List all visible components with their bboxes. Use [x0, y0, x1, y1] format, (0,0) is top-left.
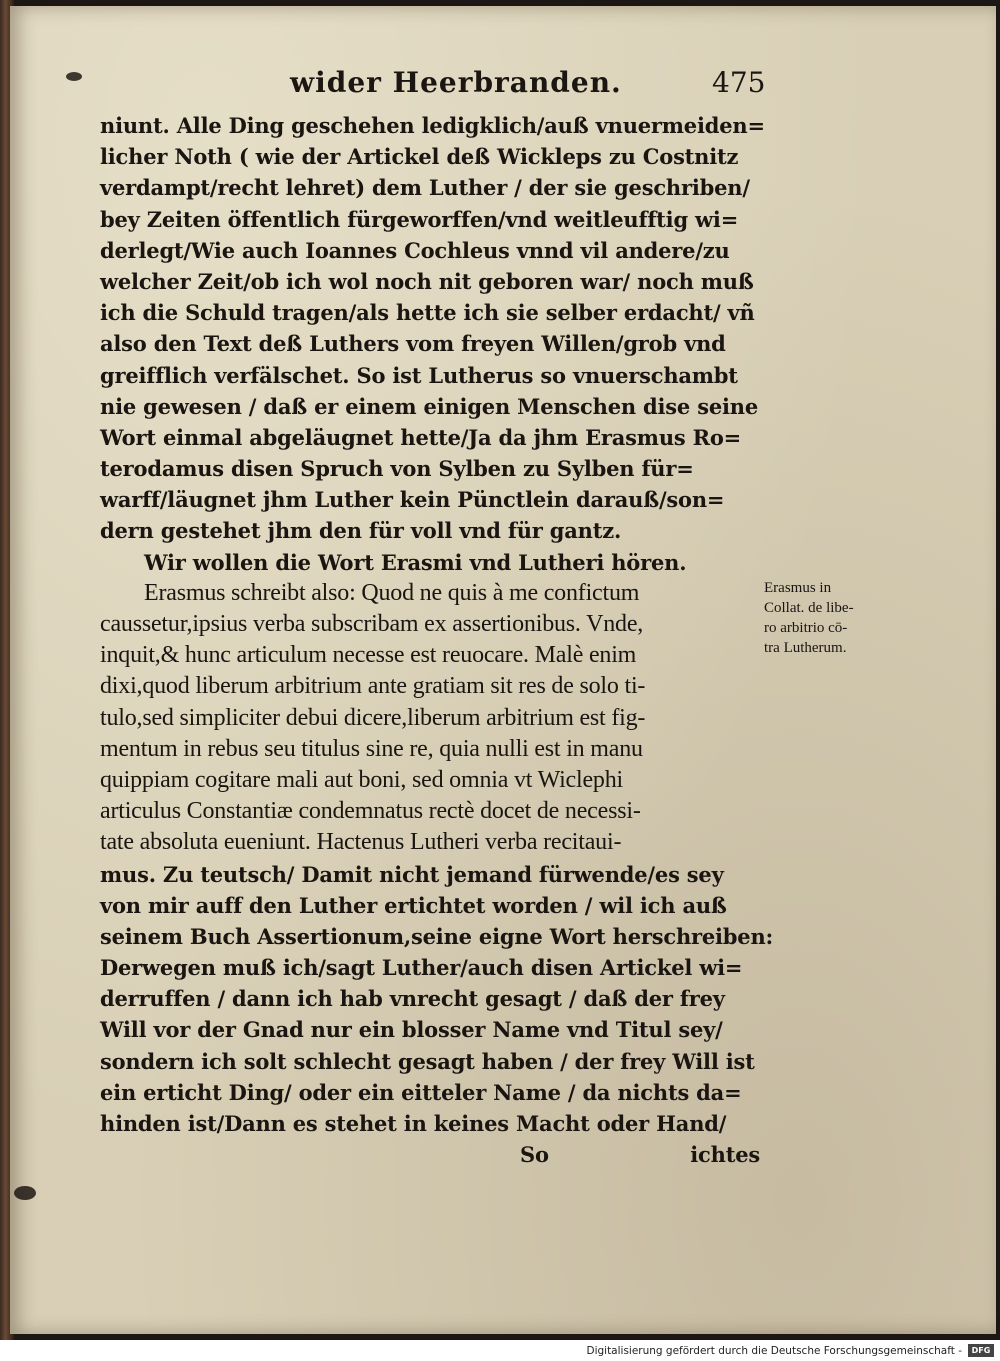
text-line: nie gewesen / daß er einem einigen Menschen dise seine — [100, 393, 758, 419]
catchword-row — [100, 1139, 760, 1170]
main-text-block — [100, 110, 790, 1170]
text-line: hinden ist/Dann es stehet in keines Macht oder Hand/ — [100, 1111, 727, 1136]
page-number: 475 — [712, 66, 766, 99]
text-line: terodamus disen Spruch von Sylben zu Sylben für= — [100, 456, 694, 482]
text-line: dixi,quod liberum arbitrium ante gratiam sit res de solo ti- — [100, 673, 646, 700]
text-line: dern gestehet jhm den für voll vnd für gantz. — [100, 518, 622, 544]
text-line: niunt. Alle Ding geschehen ledigklich/auß vnuermeiden= — [100, 113, 765, 138]
text-line: welcher Zeit/ob ich wol noch nit geboren war/ noch muß — [100, 268, 754, 294]
marginal-note — [764, 578, 894, 658]
text-line: von mir auff den Luther ertichtet worden / wil ich auß — [100, 892, 727, 918]
dfg-logo: DFG — [968, 1344, 994, 1357]
text-line: mus. Zu teutsch/ Damit nicht jemand fürwende/es sey — [100, 861, 724, 887]
text-line: licher Noth ( wie der Artickel deß Wickleps zu Costnitz — [100, 144, 739, 170]
text-line: Will vor der Gnad nur ein blosser Name vnd Titul sey/ — [100, 1017, 723, 1043]
text-line: articulus Constantiæ condemnatus rectè docet de necessi- — [100, 798, 641, 825]
running-header: wider Heerbranden. — [290, 66, 622, 99]
text-line: caussetur,ipsius verba subscribam ex assertionibus. Vnde, — [100, 611, 644, 637]
ink-stain-mark — [66, 72, 82, 81]
marginal-note-line: ro arbitrio cō- — [764, 620, 848, 636]
ink-stain-mark — [14, 1186, 36, 1200]
text-line: ein erticht Ding/ oder ein eitteler Name / da nichts da= — [100, 1079, 742, 1105]
text-line: seinem Buch Assertionum,seine eigne Wort herschreiben: — [100, 923, 774, 949]
text-line: quippiam cogitare mali aut boni, sed omnia vt Wiclephi — [100, 766, 624, 793]
text-line: derlegt/Wie auch Ioannes Cochleus vnnd vil andere/zu — [100, 237, 730, 263]
text-line: Erasmus schreibt also: Quod ne quis à me confictum — [144, 579, 640, 606]
marginal-note-line: Erasmus in — [764, 580, 832, 596]
text-line: ich die Schuld tragen/als hette ich sie selber erdacht/ vñ — [100, 300, 755, 326]
text-line: derruffen / dann ich hab vnrecht gesagt / daß der frey — [100, 986, 725, 1012]
text-line: sondern ich solt schlecht gesagt haben / der frey Will ist — [100, 1048, 755, 1074]
text-line: bey Zeiten öffentlich fürgeworffen/vnd weitleufftig wi= — [100, 206, 739, 232]
text-line: inquit,& hunc articulum necesse est reuocare. Malè enim — [100, 642, 637, 669]
digitization-footer — [0, 1340, 1000, 1361]
marginal-note-line: Collat. de libe- — [764, 600, 854, 616]
text-line: tate absoluta eueniunt. Hactenus Lutheri verba recitaui- — [100, 829, 622, 856]
text-line: tulo,sed simpliciter debui dicere,liberum arbitrium est fig- — [100, 704, 646, 731]
marginal-note-line: tra Lutherum. — [764, 640, 847, 656]
text-line: mentum in rebus seu titulus sine re, quia nulli est in manu — [100, 735, 643, 762]
text-line: Wort einmal abgeläugnet hette/Ja da jhm Erasmus Ro= — [100, 424, 742, 450]
text-line: warff/läugnet jhm Luther kein Pünctlein darauß/son= — [100, 487, 725, 513]
text-line: verdampt/recht lehret) dem Luther / der sie geschriben/ — [100, 175, 750, 201]
text-line: Wir wollen die Wort Erasmi vnd Lutheri hören. — [144, 549, 687, 575]
text-line: greifflich verfälschet. So ist Lutherus so vnuerschambt — [100, 362, 738, 388]
text-line: Derwegen muß ich/sagt Luther/auch disen Artickel wi= — [100, 955, 743, 981]
footer-credit: Digitalisierung gefördert durch die Deutsche Forschungsgemeinschaft - — [586, 1344, 962, 1357]
text-line: also den Text deß Luthers vom freyen Willen/grob vnd — [100, 331, 726, 357]
catchword: ichtes — [690, 1142, 760, 1168]
signature-mark: So — [520, 1142, 549, 1168]
